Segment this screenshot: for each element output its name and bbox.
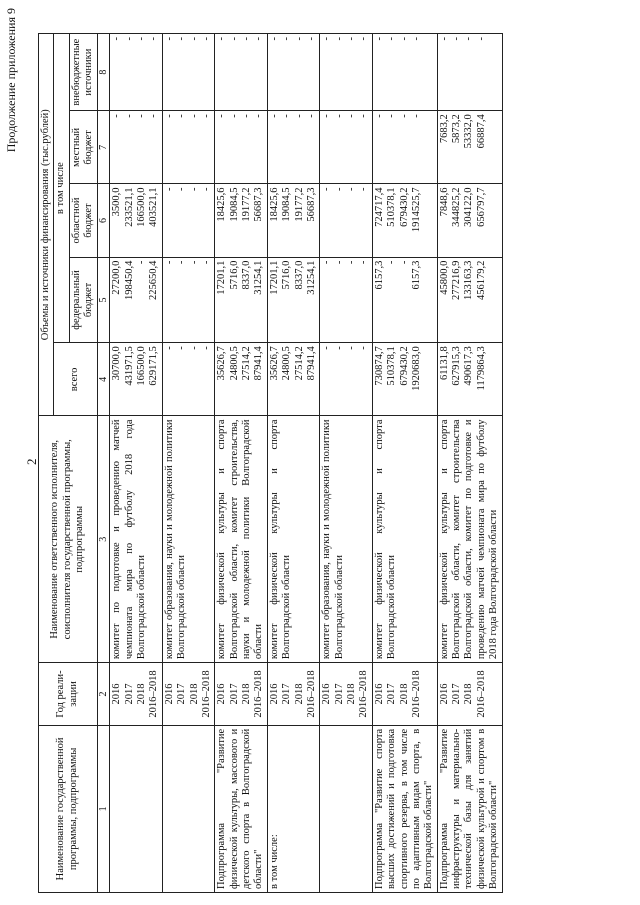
local-cell [162, 111, 215, 184]
program-name-cell [162, 725, 215, 892]
year-cell-line: 2016–2018 [200, 670, 212, 718]
local-cell-line: - [148, 114, 160, 118]
executor-cell: комитет физической культуры и спорта Волгоградской области, комитет строительства Волгоградской области, комитет по подготовке и проведению матчей чемпионата мира по футболу 2018 года Волгоградской области [437, 416, 502, 663]
extra-cell [162, 34, 215, 111]
local-cell [110, 111, 163, 184]
year-cell-line: 2016 [373, 683, 385, 705]
local-cell [215, 111, 268, 184]
financing-table [38, 33, 503, 893]
regional-cell-line: - [358, 187, 370, 191]
federal-cell-line: 198450,4 [123, 260, 135, 300]
extra-cell-line: - [386, 37, 398, 41]
regional-cell-line: 19084,5 [281, 187, 293, 222]
extra-cell-line: - [475, 37, 487, 41]
local-cell-line: - [333, 114, 345, 118]
federal-cell-line: 277216,9 [451, 260, 463, 300]
regional-cell-line: - [333, 187, 345, 191]
executor-cell: комитет образования, науки и молодежной политики Волгоградской области [162, 416, 215, 663]
executor-cell: комитет образования, науки и молодежной политики Волгоградской области [320, 416, 373, 663]
extra-cell-line: - [438, 37, 450, 41]
extra-cell-line: - [148, 37, 160, 41]
extra-cell-line: - [216, 37, 228, 41]
regional-cell-line: - [346, 187, 358, 191]
year-cell-line: 2016 [268, 683, 280, 705]
regional-cell-line: 19177,2 [241, 187, 253, 222]
federal-cell-line: 17201,1 [268, 260, 280, 295]
local-cell-line: - [228, 114, 240, 118]
local-cell [320, 111, 373, 184]
year-cell [372, 663, 437, 726]
extra-cell-line: - [333, 37, 345, 41]
local-cell-line: - [373, 114, 385, 118]
table-row [267, 34, 320, 893]
total-cell-line: 24800,5 [281, 346, 293, 381]
program-name-cell: Подпрограмма "Развитие инфраструктуры и материально-технической базы для занятий физической культурой и спортом в Волгоградской области" [437, 725, 502, 892]
total-cell [437, 343, 502, 416]
executor-cell: комитет физической культуры и спорта Волгоградской области, комитет строительства, науки и молодежной политики Волгоградской области [215, 416, 268, 663]
total-cell [162, 343, 215, 416]
federal-cell-line: - [136, 260, 148, 265]
extra-cell-line: - [241, 37, 253, 41]
local-cell [372, 111, 437, 184]
federal-cell-line: - [358, 260, 370, 265]
extra-cell-line: - [451, 37, 463, 41]
total-cell-line: 35626,7 [268, 346, 280, 381]
column-index: 3 [97, 416, 110, 663]
header-federal: федеральный бюджет [69, 257, 97, 343]
column-index: 2 [97, 663, 110, 726]
year-cell-line: 2017 [176, 683, 188, 705]
federal-cell-line: 6157,3 [410, 260, 422, 290]
extra-cell-line: - [111, 37, 123, 41]
extra-cell-line: - [281, 37, 293, 41]
regional-cell-line: 166500,0 [136, 187, 148, 227]
total-cell-line: 490617,3 [463, 346, 475, 386]
year-cell-line: 2017 [451, 683, 463, 705]
program-name-cell: в том числе: [267, 725, 320, 892]
federal-cell-line: 27200,0 [111, 260, 123, 295]
regional-cell-line: 510378,1 [386, 187, 398, 227]
extra-cell [110, 34, 163, 111]
regional-cell [110, 184, 163, 257]
total-cell-line: - [333, 346, 345, 350]
page-number: 2 [24, 458, 39, 465]
regional-cell-line: 56687,3 [253, 187, 265, 222]
total-cell [267, 343, 320, 416]
local-cell [437, 111, 502, 184]
regional-cell [215, 184, 268, 257]
year-cell-line: 2016–2018 [253, 670, 265, 718]
year-cell-line: 2016–2018 [358, 670, 370, 718]
column-index: 1 [97, 725, 110, 892]
extra-cell-line: - [176, 37, 188, 41]
local-cell-line: - [241, 114, 253, 118]
year-cell-line: 2018 [188, 683, 200, 705]
extra-cell [267, 34, 320, 111]
total-cell [215, 343, 268, 416]
extra-cell-line: - [358, 37, 370, 41]
table-row [110, 34, 163, 893]
local-cell-line: - [321, 114, 333, 118]
regional-cell [437, 184, 502, 257]
column-index: 7 [97, 111, 110, 184]
program-name-cell [110, 725, 163, 892]
regional-cell-line: 18425,6 [216, 187, 228, 222]
header-local: местный бюджет [69, 111, 97, 184]
header-regional: областной бюджет [69, 184, 97, 257]
local-cell-line: 7683,2 [438, 114, 450, 144]
federal-cell-line: 8337,0 [241, 260, 253, 290]
total-cell-line: 87941,4 [253, 346, 265, 381]
year-cell-line: 2018 [463, 683, 475, 705]
local-cell-line: - [216, 114, 228, 118]
total-cell-line: 629171,5 [148, 346, 160, 386]
program-name-cell: Подпрограмма "Развитие спорта высших достижений и подготовка спортивного резерва, в том числе по адаптивным видам спорта, в Волгоградской области" [372, 725, 437, 892]
extra-cell-line: - [373, 37, 385, 41]
total-cell [110, 343, 163, 416]
local-cell-line: - [188, 114, 200, 118]
year-cell-line: 2017 [386, 683, 398, 705]
column-index: 4 [97, 343, 110, 416]
local-cell-line: - [410, 114, 422, 118]
extra-cell-line: - [293, 37, 305, 41]
total-cell-line: 1920683,0 [410, 346, 422, 391]
regional-cell-line: 233521,1 [123, 187, 135, 227]
federal-cell-line: 456179,2 [475, 260, 487, 300]
federal-cell-line: - [188, 260, 200, 265]
local-cell-line: - [398, 114, 410, 118]
year-cell-line: 2016–2018 [475, 670, 487, 718]
continuation-title: Продолжение приложения 9 [4, 8, 18, 153]
year-cell-line: 2016–2018 [148, 670, 160, 718]
extra-cell [320, 34, 373, 111]
local-cell-line: - [163, 114, 175, 118]
regional-cell-line: 19177,2 [293, 187, 305, 222]
extra-cell-line: - [188, 37, 200, 41]
header-executor: Наименование ответственного исполнителя, соисполнителя государственной программы, подпрограммы [39, 416, 98, 663]
header-total: всего [54, 343, 97, 416]
federal-cell-line: - [346, 260, 358, 265]
extra-cell [215, 34, 268, 111]
total-cell-line: 30700,0 [111, 346, 123, 381]
executor-cell: комитет физической культуры и спорта Волгоградской области [267, 416, 320, 663]
total-cell [320, 343, 373, 416]
year-cell-line: 2018 [293, 683, 305, 705]
table-row [372, 34, 437, 893]
regional-cell-line: - [176, 187, 188, 191]
extra-cell-line: - [410, 37, 422, 41]
regional-cell [162, 184, 215, 257]
extra-cell-line: - [200, 37, 212, 41]
federal-cell-line: - [163, 260, 175, 265]
local-cell-line: - [111, 114, 123, 118]
total-cell-line: 24800,5 [228, 346, 240, 381]
local-cell [267, 111, 320, 184]
year-cell [320, 663, 373, 726]
federal-cell [320, 257, 373, 343]
extra-cell-line: - [136, 37, 148, 41]
year-cell-line: 2017 [333, 683, 345, 705]
year-cell-line: 2018 [136, 683, 148, 705]
regional-cell [372, 184, 437, 257]
table-body [110, 34, 502, 893]
local-cell-line: - [268, 114, 280, 118]
table-row [320, 34, 373, 893]
regional-cell-line: - [163, 187, 175, 191]
federal-cell-line: - [176, 260, 188, 265]
extra-cell-line: - [398, 37, 410, 41]
local-cell-line: - [358, 114, 370, 118]
local-cell-line: - [305, 114, 317, 118]
total-cell-line: 27514,2 [241, 346, 253, 381]
regional-cell-line: - [321, 187, 333, 191]
year-cell-line: 2016 [321, 683, 333, 705]
federal-cell [162, 257, 215, 343]
total-cell-line: 166500,0 [136, 346, 148, 386]
total-cell-line: 87941,4 [305, 346, 317, 381]
regional-cell-line: 304122,0 [463, 187, 475, 227]
year-cell-line: 2017 [228, 683, 240, 705]
table-row [215, 34, 268, 893]
total-cell-line: 679430,2 [398, 346, 410, 386]
regional-cell-line: 344825,2 [451, 187, 463, 227]
total-cell-line: - [188, 346, 200, 350]
regional-cell-line: 403521,1 [148, 187, 160, 227]
total-cell-line: 431971,5 [123, 346, 135, 386]
extra-cell [372, 34, 437, 111]
federal-cell-line: 17201,1 [216, 260, 228, 295]
total-cell-line: 27514,2 [293, 346, 305, 381]
executor-cell: комитет по подготовке и проведению матчей чемпионата мира по футболу 2018 года Волгоградской области [110, 416, 163, 663]
executor-cell: комитет физической культуры и спорта Волгоградской области [372, 416, 437, 663]
federal-cell-line: - [321, 260, 333, 265]
federal-cell [267, 257, 320, 343]
extra-cell-line: - [163, 37, 175, 41]
local-cell-line: - [386, 114, 398, 118]
header-including: в том числе [54, 34, 69, 343]
year-cell-line: 2016 [216, 683, 228, 705]
year-cell [110, 663, 163, 726]
program-name-cell [320, 725, 373, 892]
federal-cell-line: 6157,3 [373, 260, 385, 290]
local-cell-line: - [200, 114, 212, 118]
local-cell-line: 5873,2 [451, 114, 463, 144]
extra-cell-line: - [346, 37, 358, 41]
table-row [162, 34, 215, 893]
table-row [437, 34, 502, 893]
total-cell-line: 61131,8 [438, 346, 450, 381]
federal-cell-line: - [386, 260, 398, 265]
federal-cell [110, 257, 163, 343]
local-cell-line: 66887,4 [475, 114, 487, 149]
regional-cell-line: 7848,6 [438, 187, 450, 217]
federal-cell-line: 5716,0 [228, 260, 240, 290]
year-cell-line: 2016 [438, 683, 450, 705]
year-cell-line: 2018 [346, 683, 358, 705]
total-cell-line: 627915,3 [451, 346, 463, 386]
table-header [39, 34, 110, 893]
year-cell [267, 663, 320, 726]
total-cell-line: - [346, 346, 358, 350]
year-cell-line: 2017 [281, 683, 293, 705]
federal-cell-line: - [333, 260, 345, 265]
federal-cell-line: 133163,3 [463, 260, 475, 300]
year-cell-line: 2016 [111, 683, 123, 705]
total-cell [372, 343, 437, 416]
federal-cell-line: 31254,1 [305, 260, 317, 295]
total-cell-line: 730874,7 [373, 346, 385, 386]
regional-cell-line: - [188, 187, 200, 191]
extra-cell-line: - [463, 37, 475, 41]
year-cell [437, 663, 502, 726]
federal-cell-line: 8337,0 [293, 260, 305, 290]
federal-cell-line: - [200, 260, 212, 265]
local-cell-line: - [346, 114, 358, 118]
year-cell-line: 2018 [398, 683, 410, 705]
federal-cell-line: 5716,0 [281, 260, 293, 290]
header-financing-group: Объемы и источники финансирования (тыс.рублей) [39, 34, 54, 416]
column-index: 6 [97, 184, 110, 257]
extra-cell-line: - [228, 37, 240, 41]
extra-cell-line: - [253, 37, 265, 41]
regional-cell-line: 19084,5 [228, 187, 240, 222]
extra-cell [437, 34, 502, 111]
regional-cell-line: 1914525,7 [410, 187, 422, 233]
regional-cell-line: 724717,4 [373, 187, 385, 227]
column-index: 5 [97, 257, 110, 343]
federal-cell-line: - [398, 260, 410, 265]
local-cell-line: 53332,0 [463, 114, 475, 149]
total-cell-line: 35626,7 [216, 346, 228, 381]
regional-cell-line: 656797,7 [475, 187, 487, 227]
header-extra: внебюджетные источники [69, 34, 97, 111]
column-index: 8 [97, 34, 110, 111]
year-cell-line: 2016 [163, 683, 175, 705]
total-cell-line: 1179864,3 [475, 346, 487, 391]
extra-cell-line: - [123, 37, 135, 41]
local-cell-line: - [293, 114, 305, 118]
local-cell-line: - [123, 114, 135, 118]
year-cell [162, 663, 215, 726]
regional-cell-line: - [200, 187, 212, 191]
total-cell-line: - [358, 346, 370, 350]
extra-cell-line: - [305, 37, 317, 41]
header-year: Год реали-зации [39, 663, 98, 726]
federal-cell-line: 225650,4 [148, 260, 160, 300]
local-cell-line: - [253, 114, 265, 118]
regional-cell [267, 184, 320, 257]
federal-cell [437, 257, 502, 343]
total-cell-line: - [163, 346, 175, 350]
total-cell-line: - [200, 346, 212, 350]
year-cell-line: 2016–2018 [410, 670, 422, 718]
regional-cell-line: 3500,0 [111, 187, 123, 217]
local-cell-line: - [136, 114, 148, 118]
program-name-cell: Подпрограмма "Развитие физической культуры, массового и детского спорта в Волгоградской области" [215, 725, 268, 892]
header-program: Наименование государственной программы, подпрограммы [39, 725, 98, 892]
year-cell-line: 2016–2018 [305, 670, 317, 718]
federal-cell-line: 31254,1 [253, 260, 265, 295]
year-cell-line: 2017 [123, 683, 135, 705]
federal-cell-line: 45800,0 [438, 260, 450, 295]
regional-cell-line: 18425,6 [268, 187, 280, 222]
regional-cell [320, 184, 373, 257]
year-cell-line: 2018 [241, 683, 253, 705]
local-cell-line: - [176, 114, 188, 118]
federal-cell [372, 257, 437, 343]
federal-cell [215, 257, 268, 343]
year-cell [215, 663, 268, 726]
column-index-row [97, 34, 110, 893]
regional-cell-line: 679430,2 [398, 187, 410, 227]
total-cell-line: 510378,1 [386, 346, 398, 386]
total-cell-line: - [321, 346, 333, 350]
regional-cell-line: 56687,3 [305, 187, 317, 222]
extra-cell-line: - [268, 37, 280, 41]
total-cell-line: - [176, 346, 188, 350]
local-cell-line: - [281, 114, 293, 118]
extra-cell-line: - [321, 37, 333, 41]
